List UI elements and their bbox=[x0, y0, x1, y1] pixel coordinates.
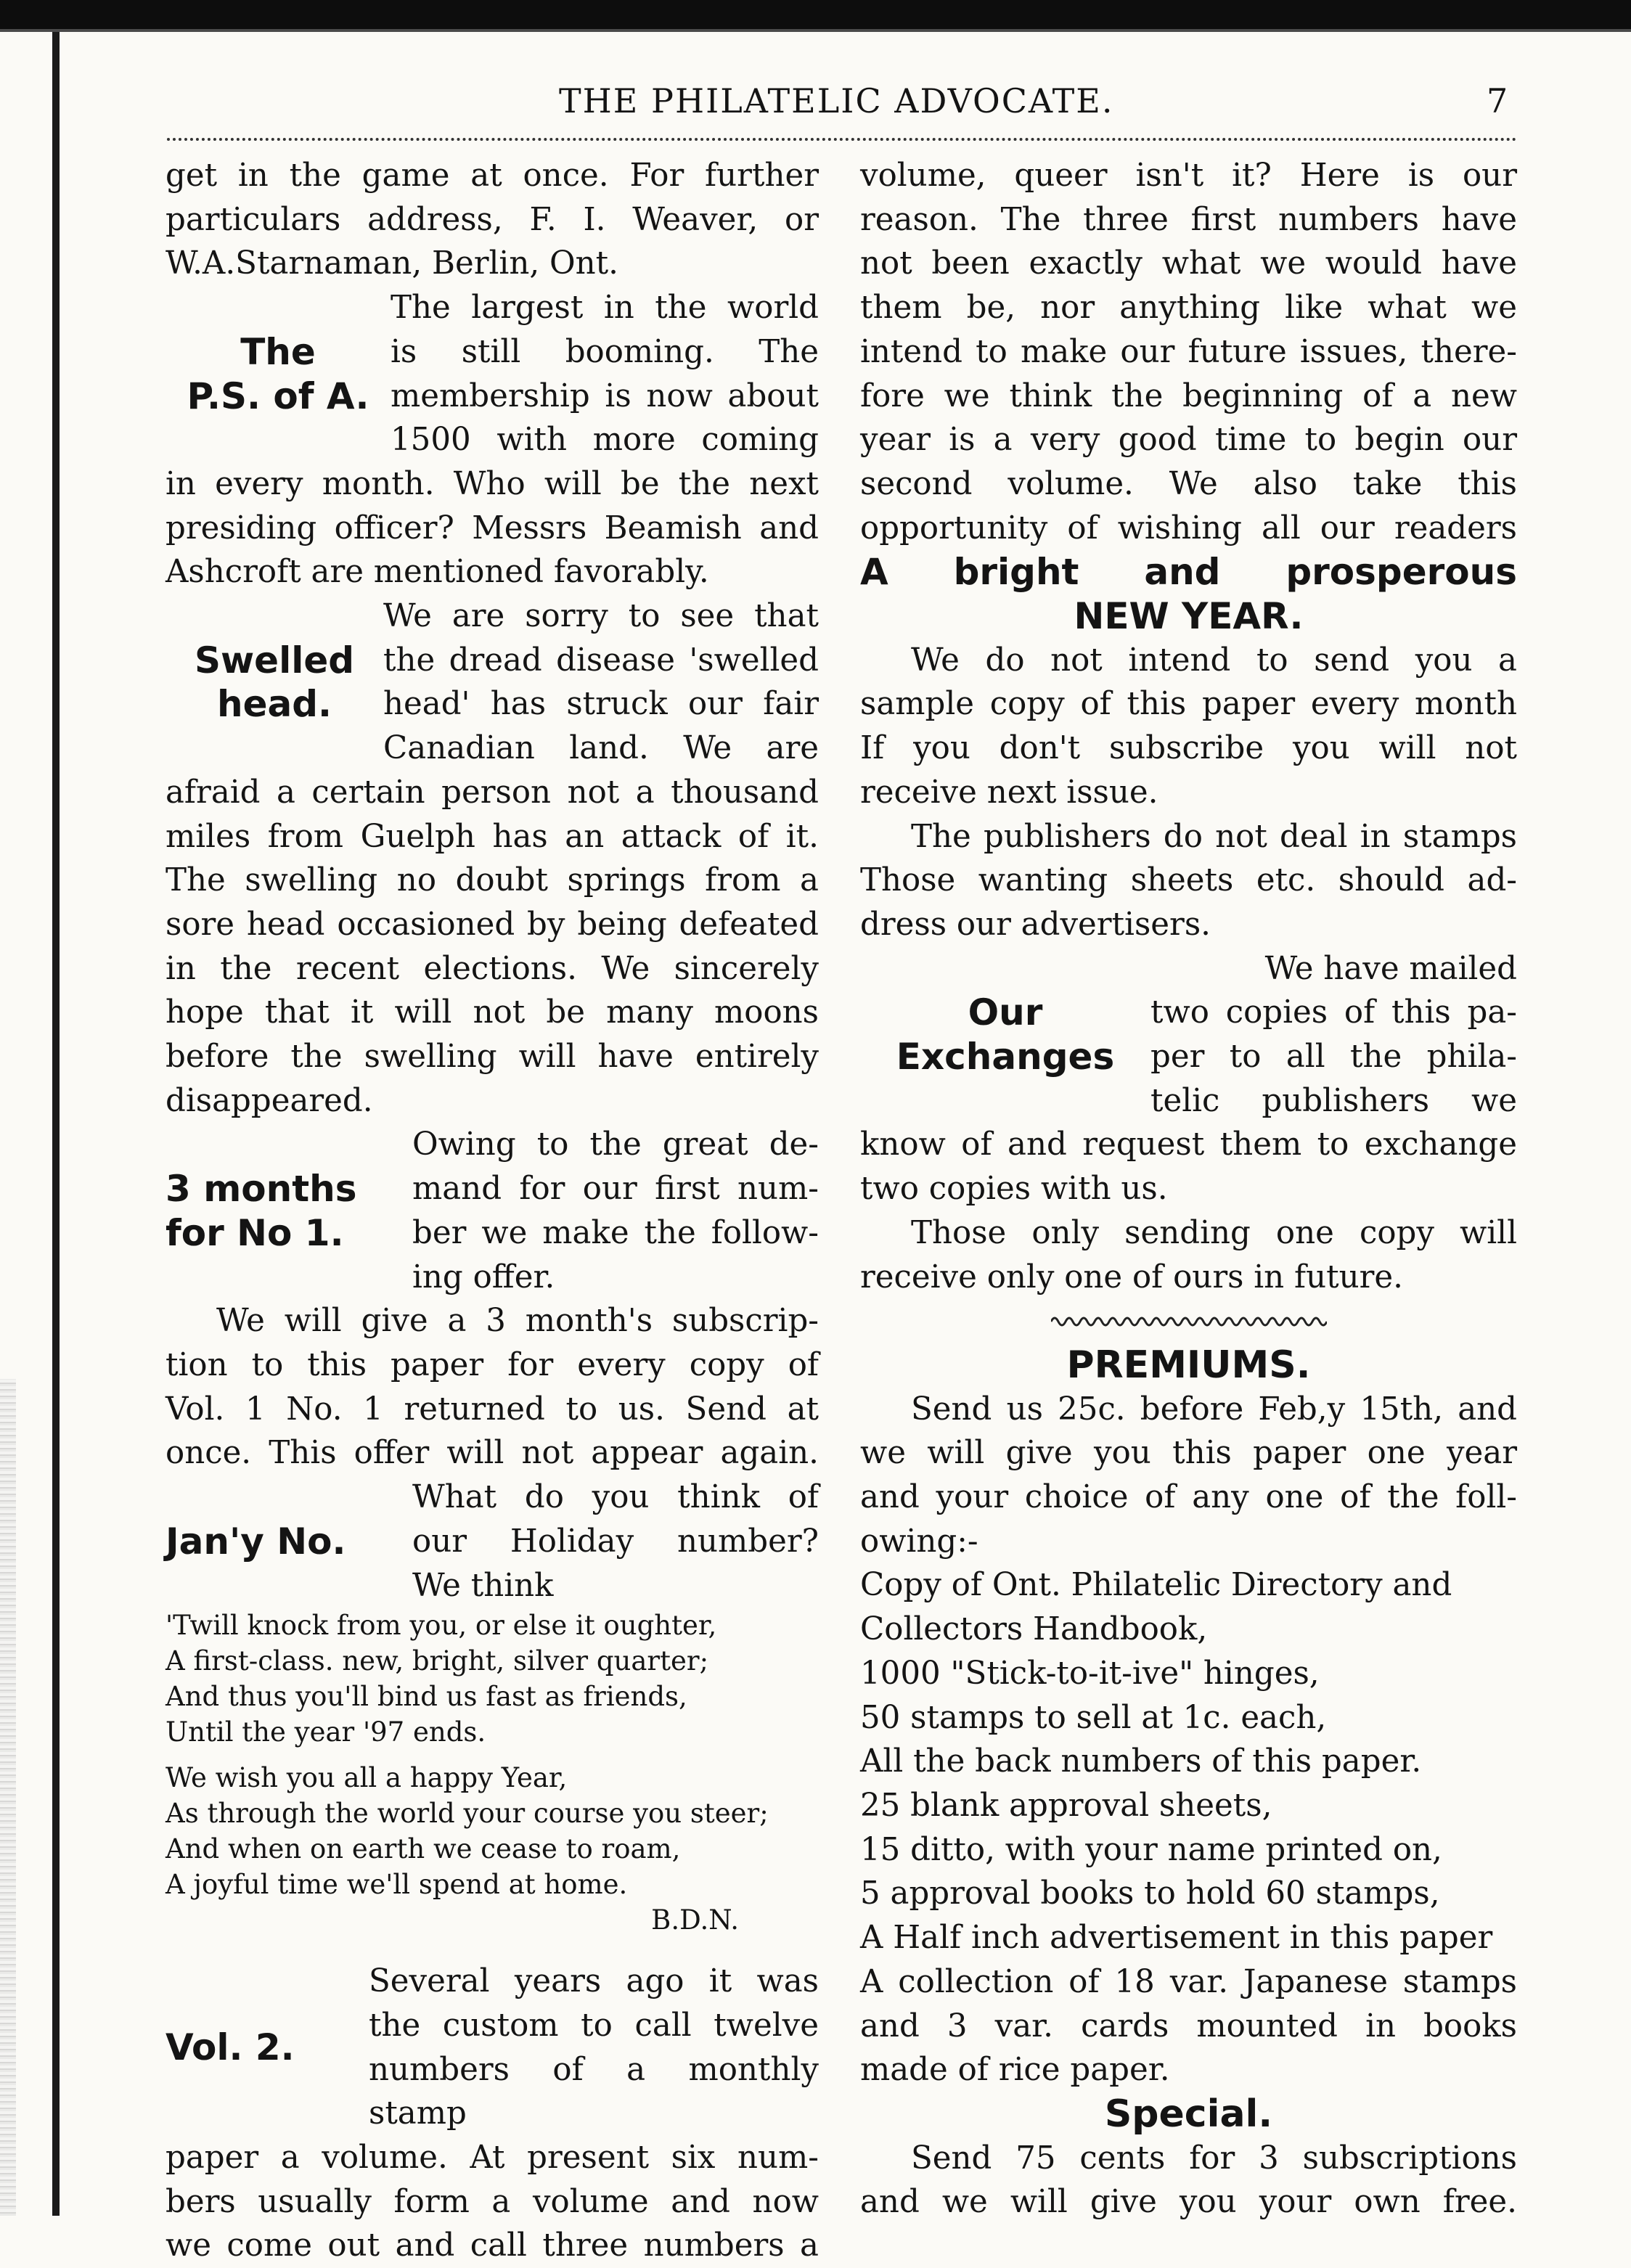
body-line: volume, queer isn't it? Here is our bbox=[860, 157, 1517, 194]
right-column bbox=[860, 154, 1517, 2224]
body-line: two copies with us. bbox=[860, 1171, 1168, 1208]
list-item: and 3 var. cards mounted in books bbox=[860, 2007, 1517, 2044]
body-line: in every month. Who will be the next bbox=[165, 465, 819, 502]
body-line: W.A.Starnaman, Berlin, Ont. bbox=[165, 245, 618, 282]
list-item: Copy of Ont. Philatelic Directory and bbox=[860, 1567, 1452, 1604]
ps-heading-line: P.S. of A. bbox=[187, 374, 369, 417]
body-line: sore head occasioned by being defeated bbox=[165, 906, 819, 943]
premiums-list bbox=[860, 1563, 1517, 2092]
body-line: afraid a certain person not a thousand bbox=[165, 774, 819, 811]
body-line: Those wanting sheets etc. should ad- bbox=[860, 862, 1517, 899]
ps-heading-line: The bbox=[240, 330, 316, 373]
jany-heading bbox=[165, 1475, 412, 1608]
body-line: ber we make the follow- bbox=[412, 1214, 819, 1251]
swelled-heading bbox=[165, 594, 383, 771]
list-item: All the back numbers of this paper. bbox=[860, 1743, 1422, 1780]
body-line: We will give a 3 month's subscrip- bbox=[216, 1303, 819, 1340]
new-year-heading: NEW YEAR. bbox=[1074, 595, 1304, 638]
body-line: year is a very good time to begin our bbox=[860, 422, 1517, 459]
body-line: Several years ago it was bbox=[369, 1963, 819, 2000]
poem-line: A first-class. new, bright, silver quarter; bbox=[165, 1645, 709, 1677]
list-item: 25 blank approval sheets, bbox=[860, 1788, 1272, 1824]
swelled-heading-line: Swelled bbox=[194, 639, 355, 681]
ps-heading bbox=[165, 286, 391, 462]
swelled-side-text bbox=[383, 594, 819, 771]
body-line: and your choice of any one of the foll- bbox=[860, 1479, 1517, 1516]
body-line: per to all the phila- bbox=[1150, 1039, 1517, 1076]
poem-signature: B.D.N. bbox=[651, 1904, 739, 1936]
body-line: head' has struck our fair bbox=[383, 686, 819, 723]
body-line: The largest in the world bbox=[391, 290, 819, 327]
months-side-text bbox=[412, 1123, 819, 1299]
body-line: telic publishers we bbox=[1150, 1082, 1517, 1119]
list-item: made of rice paper. bbox=[860, 2052, 1170, 2089]
running-title: THE PHILATELIC ADVOCATE. bbox=[559, 81, 1114, 120]
swelled-heading-line: head. bbox=[216, 683, 332, 726]
poem bbox=[165, 1608, 819, 1938]
body-line: sample copy of this paper every month bbox=[860, 686, 1517, 723]
poem-line: Until the year '97 ends. bbox=[165, 1716, 486, 1748]
body-line: We do not intend to send you a bbox=[911, 642, 1517, 679]
exchanges-heading-line: Exchanges bbox=[896, 1036, 1115, 1078]
months-block bbox=[165, 1123, 819, 1299]
scan-edge-noise bbox=[0, 1379, 16, 2216]
vol-block bbox=[165, 1960, 819, 2136]
body-line: particulars address, F. I. Weaver, or bbox=[165, 201, 819, 238]
poem-line: 'Twill knock from you, or else it oughter, bbox=[165, 1610, 717, 1642]
body-line: We think bbox=[412, 1567, 554, 1604]
page-number: 7 bbox=[1487, 81, 1510, 120]
body-line: Canadian land. We are bbox=[383, 730, 819, 767]
body-line: two copies of this pa- bbox=[1150, 994, 1517, 1031]
body-line: receive next issue. bbox=[860, 774, 1158, 811]
body-line: Send 75 cents for 3 subscriptions bbox=[911, 2140, 1517, 2177]
body-line: presiding officer? Messrs Beamish and bbox=[165, 509, 819, 546]
vol-side-text bbox=[369, 1960, 819, 2136]
body-line: hope that it will not be many moons bbox=[165, 994, 819, 1031]
body-line: Vol. 1 No. 1 returned to us. Send at bbox=[165, 1391, 819, 1428]
list-item: 1000 "Stick-to-it-ive" hinges, bbox=[860, 1655, 1320, 1692]
ps-side-text bbox=[391, 286, 819, 462]
top-edge-bar bbox=[0, 0, 1631, 29]
list-item: A collection of 18 var. Japanese stamps bbox=[860, 1963, 1517, 2000]
header-dotted-rule bbox=[167, 138, 1517, 141]
body-line: We have mailed bbox=[1264, 950, 1517, 987]
body-line: our Holiday number? bbox=[412, 1523, 819, 1560]
body-line: membership is now about bbox=[391, 377, 819, 414]
body-line: get in the game at once. For further bbox=[165, 157, 819, 194]
body-line: before the swelling will have entirely bbox=[165, 1039, 819, 1076]
body-line: The publishers do not deal in stamps bbox=[911, 818, 1517, 855]
jany-heading-line: Jan'y No. bbox=[165, 1520, 346, 1563]
body-line: once. This offer will not appear again. bbox=[165, 1435, 819, 1472]
exchanges-heading-line: Our bbox=[968, 991, 1043, 1034]
poem-line: As through the world your course you steer; bbox=[165, 1798, 769, 1830]
poem-line: And when on earth we cease to roam, bbox=[165, 1833, 681, 1865]
list-item: 15 ditto, with your name printed on, bbox=[860, 1831, 1442, 1868]
exchanges-block bbox=[860, 947, 1517, 1123]
premiums-heading: PREMIUMS. bbox=[1066, 1343, 1311, 1387]
swelled-block bbox=[165, 594, 819, 771]
body-line: and we will give you your own free. bbox=[860, 2184, 1517, 2221]
body-line: mand for our first num- bbox=[412, 1171, 819, 1208]
left-column bbox=[165, 154, 819, 2268]
body-line: second volume. We also take this bbox=[860, 465, 1517, 502]
wavy-divider-ornament bbox=[1051, 1314, 1327, 1329]
ps-block bbox=[165, 286, 819, 462]
months-heading bbox=[165, 1123, 412, 1299]
special-heading: Special. bbox=[1104, 2092, 1273, 2136]
body-line: Send us 25c. before Feb,y 15th, and bbox=[911, 1391, 1517, 1428]
exchanges-side-text bbox=[1150, 947, 1517, 1123]
body-line: we come out and call three numbers a bbox=[165, 2227, 819, 2264]
body-line: dress our advertisers. bbox=[860, 906, 1211, 943]
jany-block bbox=[165, 1475, 819, 1608]
body-line: is still booming. The bbox=[391, 333, 819, 370]
body-line: intend to make our future issues, there- bbox=[860, 333, 1517, 370]
body-line: 1500 with more coming bbox=[391, 422, 819, 459]
top-edge-rule bbox=[0, 29, 1631, 32]
body-line: the dread disease 'swelled bbox=[383, 642, 819, 679]
body-line: receive only one of ours in future. bbox=[860, 1258, 1403, 1295]
body-line: disappeared. bbox=[165, 1082, 373, 1119]
body-line: The swelling no doubt springs from a bbox=[165, 862, 819, 899]
body-line: them be, nor anything like what we bbox=[860, 290, 1517, 327]
body-line: Owing to the great de- bbox=[412, 1126, 819, 1163]
body-line: ing offer. bbox=[412, 1258, 555, 1295]
body-line: We are sorry to see that bbox=[383, 598, 819, 635]
list-item: Collectors Handbook, bbox=[860, 1611, 1208, 1648]
poem-line: We wish you all a happy Year, bbox=[165, 1762, 568, 1794]
body-line: Those only sending one copy will bbox=[911, 1214, 1517, 1251]
list-item: A Half inch advertisement in this paper bbox=[860, 1920, 1493, 1957]
body-line: If you don't subscribe you will not bbox=[860, 730, 1517, 767]
body-line: owing:- bbox=[860, 1523, 978, 1560]
list-item: 5 approval books to hold 60 stamps, bbox=[860, 1875, 1440, 1912]
list-item: 50 stamps to sell at 1c. each, bbox=[860, 1699, 1327, 1736]
poem-line: And thus you'll bind us fast as friends, bbox=[165, 1681, 687, 1713]
body-line: reason. The three first numbers have bbox=[860, 201, 1517, 238]
body-line: numbers of a monthly stamp bbox=[369, 2051, 819, 2132]
jany-side-text bbox=[412, 1475, 819, 1608]
body-line: fore we think the beginning of a new bbox=[860, 377, 1517, 414]
bright-prosperous-line: A bright and prosperous bbox=[860, 551, 1517, 594]
body-line: the custom to call twelve bbox=[369, 2007, 819, 2044]
months-heading-line: 3 months bbox=[165, 1168, 357, 1211]
body-line: know of and request them to exchange bbox=[860, 1126, 1517, 1163]
body-line: paper a volume. At present six num- bbox=[165, 2140, 819, 2177]
body-line: opportunity of wishing all our readers bbox=[860, 509, 1517, 546]
wavy-divider bbox=[860, 1299, 1517, 1343]
body-line: bers usually form a volume and now bbox=[165, 2183, 819, 2220]
body-line: tion to this paper for every copy of bbox=[165, 1346, 819, 1383]
months-heading-line: for No 1. bbox=[165, 1211, 344, 1254]
body-line: not been exactly what we would have bbox=[860, 245, 1517, 282]
left-margin-rule bbox=[52, 32, 60, 2216]
body-line: miles from Guelph has an attack of it. bbox=[165, 818, 819, 855]
vol-heading bbox=[165, 1960, 369, 2136]
body-line: we will give you this paper one year bbox=[860, 1435, 1517, 1472]
vol-heading-line: Vol. 2. bbox=[165, 2026, 295, 2069]
poem-line: A joyful time we'll spend at home. bbox=[165, 1869, 628, 1901]
exchanges-heading bbox=[860, 947, 1150, 1123]
body-line: Ashcroft are mentioned favorably. bbox=[165, 554, 709, 591]
body-line: in the recent elections. We sincerely bbox=[165, 950, 819, 987]
body-line: What do you think of bbox=[412, 1479, 819, 1516]
